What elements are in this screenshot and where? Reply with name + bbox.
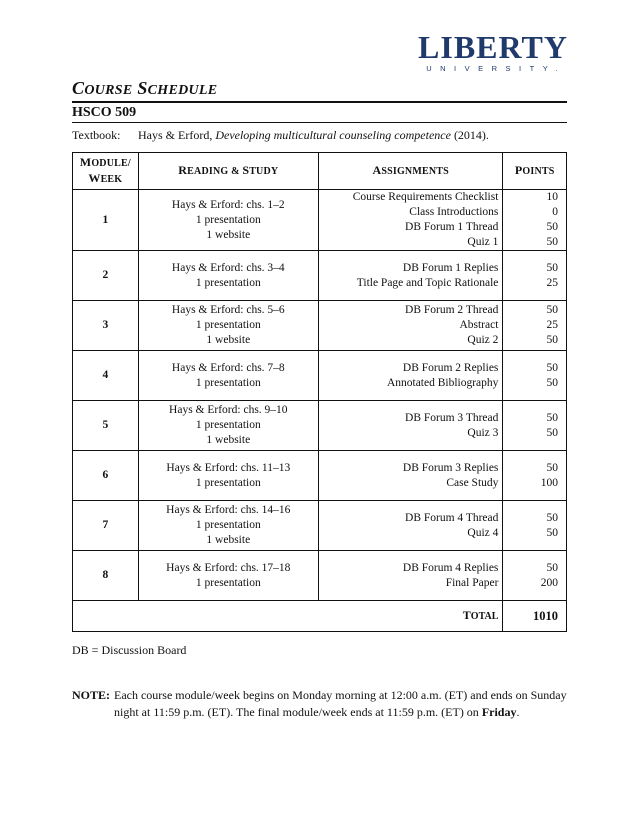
course-code: HSCO 509 [72,105,137,120]
module-cell: 5 [73,401,139,451]
module-cell: 2 [73,251,139,301]
points-cell: 50 25 [503,251,567,301]
textbook-year: (2014). [453,128,489,142]
module-cell: 3 [73,301,139,351]
points-cell: 50 50 [503,401,567,451]
note-label: NOTE: [72,688,111,702]
table-row [73,351,567,401]
table-row [73,451,567,501]
reading-cell: Hays & Erford: chs. 3–4 1 presentation [138,251,318,301]
code-divider [72,122,567,123]
note-emphasis: Friday [481,705,517,719]
points-cell: 50 50 [503,351,567,401]
table-row [73,190,567,251]
module-cell: 7 [73,501,139,551]
textbook-line [72,128,489,143]
points-cell: 50 50 [503,501,567,551]
total-value: 1010 [503,601,567,632]
module-cell: 6 [73,451,139,501]
points-cell: 50 200 [503,551,567,601]
table-row [73,401,567,451]
table-header-row [73,153,567,190]
reading-cell: Hays & Erford: chs. 1–2 1 presentation 1 website [138,190,318,251]
reading-cell: Hays & Erford: chs. 14–16 1 presentation 1 website [138,501,318,551]
table-row [73,301,567,351]
points-cell: 10 0 50 50 [503,190,567,251]
liberty-university-logo [418,30,568,74]
reading-cell: Hays & Erford: chs. 9–10 1 presentation 1 website [138,401,318,451]
title-divider [72,101,567,103]
reading-cell: Hays & Erford: chs. 5–6 1 presentation 1 website [138,301,318,351]
logo-subtitle: UNIVERSITY. [426,64,566,73]
total-label: TOTAL [73,601,503,632]
header-reading: READING & STUDY [138,153,318,190]
note-body: Each course module/week begins on Monday morning at 12:00 a.m. (ET) and ends on Sunday night at 11:59 p.m. (ET). The final module/week ends at 11:59 p.m. (ET) on Friday. [114,688,567,719]
points-cell: 50 100 [503,451,567,501]
textbook-authors: Hays & Erford, [138,128,213,142]
logo-wordmark: LIBERTY [418,29,568,65]
schedule-table [72,152,567,632]
header-module: MODULE/ WEEK [73,153,139,190]
assignments-cell: DB Forum 1 Replies Title Page and Topic Rationale [318,251,502,301]
assignments-cell: DB Forum 3 Replies Case Study [318,451,502,501]
assignments-cell: DB Forum 2 Thread Abstract Quiz 2 [318,301,502,351]
footnote: DB = Discussion Board [72,643,187,657]
module-cell: 8 [73,551,139,601]
points-cell: 50 25 50 [503,301,567,351]
reading-cell: Hays & Erford: chs. 17–18 1 presentation [138,551,318,601]
textbook-title: Developing multicultural counseling competence [215,128,451,142]
header-points: POINTS [503,153,567,190]
header-assignments: ASSIGNMENTS [318,153,502,190]
total-row [73,601,567,632]
reading-cell: Hays & Erford: chs. 11–13 1 presentation [138,451,318,501]
assignments-cell: DB Forum 4 Replies Final Paper [318,551,502,601]
textbook-label: Textbook: [72,128,121,142]
assignments-cell: DB Forum 3 Thread Quiz 3 [318,401,502,451]
page-title: COURSE SCHEDULE [72,78,218,98]
table-row [73,551,567,601]
module-cell: 4 [73,351,139,401]
assignments-cell: DB Forum 2 Replies Annotated Bibliography [318,351,502,401]
note [72,687,567,719]
table-row [73,501,567,551]
table-row [73,251,567,301]
assignments-cell: DB Forum 4 Thread Quiz 4 [318,501,502,551]
module-cell: 1 [73,190,139,251]
reading-cell: Hays & Erford: chs. 7–8 1 presentation [138,351,318,401]
assignments-cell: Course Requirements Checklist Class Introductions DB Forum 1 Thread Quiz 1 [318,190,502,251]
